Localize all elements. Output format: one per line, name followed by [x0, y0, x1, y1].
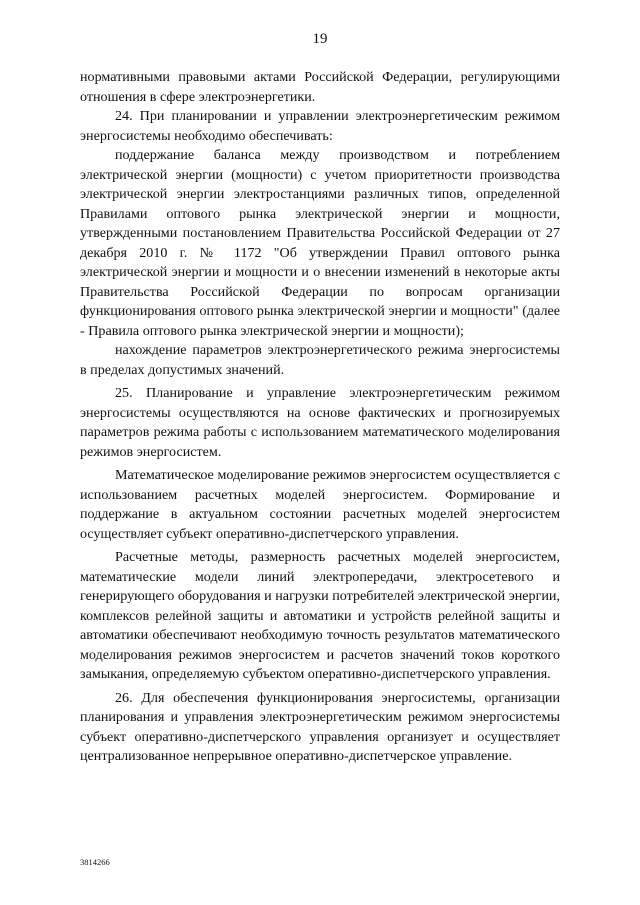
- paragraph-item-26: 26. Для обеспечения функционирования энергосистемы, организации планирования и управления электроэнергетическим режимом энергосистемы субъект оперативно-диспетчерского управления организует и осуществляет централизованное непрерывное оперативно-диспетчерское управление.: [80, 689, 560, 764]
- paragraph-modeling: Математическое моделирование режимов энергосистем осуществляется с использованием расчетных моделей энергосистем. Формирование и поддержание в актуальном состоянии расчетных моделей энергосистем осуществляет субъект оперативно-диспетчерского управления.: [80, 467, 560, 542]
- paragraph-item-25: 25. Планирование и управление электроэнергетическим режимом энергосистемы осуществляются на основе фактических и прогнозируемых параметров режима работы с использованием математического моделирования режимов энергосистем.: [80, 385, 560, 460]
- paragraph-continuation: нормативными правовыми актами Российской Федерации, регулирующими отношения в сфере электроэнергетики.: [80, 69, 560, 105]
- paragraph-parameters: нахождение параметров электроэнергетического режима энергосистемы в пределах допустимых значений.: [80, 342, 560, 378]
- document-code: 3814266: [80, 857, 110, 867]
- paragraph-balance: поддержание баланса между производством и потреблением электрической энергии (мощности) с учетом приоритетности производства электрической энергии электростанциями различных типов, определенной Правилами оптового рынка электрической энергии и мощности, утвержденными постановлением Правительства Российской Федерации от 27 декабря 2010 г. № 1172 "Об утверждении Правил оптового рынка электрической энергии и мощности и о внесении изменений в некоторые акты Правительства Российской Федерации по вопросам организации функционирования оптового рынка электрической энергии и мощности" (далее - Правила оптового рынка электрической энергии и мощности);: [80, 147, 560, 339]
- page-number: 19: [312, 31, 328, 47]
- paragraph-item-24: 24. При планировании и управлении электроэнергетическим режимом энергосистемы необходимо обеспечивать:: [80, 108, 560, 144]
- document-body: [80, 68, 560, 767]
- paragraph-calculation-methods: Расчетные методы, размерность расчетных моделей энергосистем, математические модели линий электропередачи, электросетевого и генерирующего оборудования и нагрузки потребителей электрической энергии, комплексов релейной защиты и автоматики и устройств релейной защиты и автоматики обеспечивают необходимую точность результатов математического моделирования режимов энергосистем и расчетов значений токов короткого замыкания, определяемую субъектом оперативно-диспетчерского управления.: [80, 549, 560, 682]
